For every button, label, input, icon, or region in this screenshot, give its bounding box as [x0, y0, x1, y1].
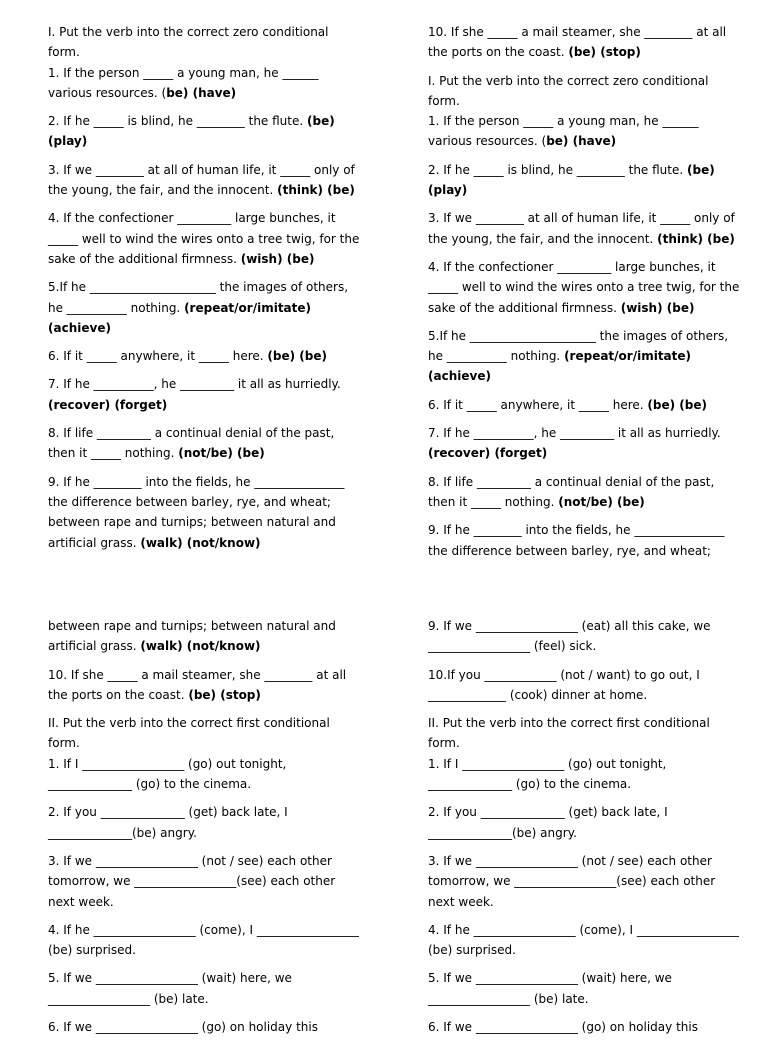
exercise-item [428, 111, 743, 152]
exercise-text: 3. If we ________ at all of human life, it _____ only of the young, the fair, and the innocent. [428, 211, 735, 246]
exercise-text: 2. If he _____ is blind, he ________ the flute. [48, 114, 308, 129]
exercise-text: 5.If he _____________________ the images of others, he __________ nothing. [48, 280, 349, 315]
exercise-item [428, 208, 743, 249]
exercise-item [48, 1017, 363, 1037]
verb-hint: (be) (stop) [568, 45, 641, 60]
exercise-text: 4. If the confectioner _________ large bunches, it _____ well to wind the wires onto a tree twig, for the sake of the additional firmness. [428, 259, 740, 315]
verb-hint: (be) (play) [428, 162, 715, 198]
exercise-text: 6. If it _____ anywhere, it _____ here. [48, 349, 268, 364]
exercise-text: 1. If the person _____ a young man, he ______ various resources. ( [428, 114, 699, 149]
exercise-text: 9. If we _________________ (eat) all this cake, we _________________ (feel) sick. [428, 619, 711, 654]
exercise-text: 8. If life _________ a continual denial of the past, then it _____ nothing. [48, 426, 335, 461]
worksheet-quadrant-bottom-left [48, 616, 363, 1045]
exercise-text: 6. If we _________________ (go) on holiday this [428, 1020, 698, 1035]
verb-hint: be) (have) [546, 134, 617, 149]
verb-hint: (not/be) (be) [558, 494, 645, 509]
exercise-text: 1. If I _________________ (go) out tonight, ______________ (go) to the cinema. [428, 756, 667, 792]
exercise-text: I. Put the verb into the correct zero conditional form. [428, 73, 709, 108]
exercise-paragraph [48, 616, 363, 657]
verb-hint: (be) (stop) [188, 687, 261, 702]
exercise-text: 1. If I _________________ (go) out tonight, ______________ (go) to the cinema. [48, 756, 287, 792]
exercise-text: 5. If we _________________ (wait) here, we _________________ (be) late. [428, 971, 672, 1006]
exercise-item [428, 326, 743, 387]
exercise-text: I. Put the verb into the correct zero conditional form. [48, 25, 329, 60]
exercise-item [428, 920, 743, 961]
exercise-text: 2. If you ______________ (get) back late, I ______________(be) angry. [48, 805, 288, 840]
worksheet-quadrant-bottom-right [428, 616, 743, 1045]
exercise-item [428, 160, 743, 201]
worksheet-quadrant-top-left [48, 22, 363, 561]
exercise-item [48, 346, 363, 366]
exercise-paragraph [48, 713, 363, 754]
exercise-item [428, 754, 743, 795]
exercise-item [48, 160, 363, 201]
exercise-item [48, 968, 363, 1009]
exercise-text: 1. If the person _____ a young man, he ______ various resources. ( [48, 65, 319, 100]
exercise-text: 3. If we _________________ (not / see) each other tomorrow, we _________________(see) each other next week. [48, 853, 336, 909]
exercise-item [48, 111, 363, 152]
exercise-text: 6. If it _____ anywhere, it _____ here. [428, 397, 648, 412]
verb-hint: (be) (play) [48, 114, 335, 149]
exercise-text: II. Put the verb into the correct first conditional form. [428, 716, 710, 751]
exercise-text: II. Put the verb into the correct first conditional form. [48, 716, 330, 751]
exercise-text: between rape and turnips; between natural and artificial grass. [48, 619, 336, 654]
exercise-item [48, 277, 363, 338]
exercise-text: 3. If we _________________ (not / see) each other tomorrow, we _________________(see) each other next week. [428, 853, 716, 909]
exercise-item [428, 851, 743, 912]
verb-hint: (walk) (not/know) [140, 639, 261, 654]
exercise-text: 7. If he __________, he _________ it all as hurriedly. [48, 377, 341, 392]
exercise-item [48, 472, 363, 553]
verb-hint: (repeat/or/imitate) (achieve) [48, 300, 312, 335]
exercise-item [48, 802, 363, 843]
exercise-item [428, 802, 743, 843]
verb-hint: (not/be) (be) [178, 446, 265, 461]
exercise-paragraph [428, 713, 743, 754]
exercise-paragraph [428, 616, 743, 657]
exercise-text: 7. If he __________, he _________ it all as hurriedly. [428, 426, 721, 441]
verb-hint: (recover) (forget) [428, 446, 548, 461]
exercise-text: 4. If the confectioner _________ large bunches, it _____ well to wind the wires onto a tree twig, for the sake of the additional firmness. [48, 211, 360, 266]
exercise-item [428, 257, 743, 318]
exercise-text: 5. If we _________________ (wait) here, we _________________ (be) late. [48, 971, 292, 1006]
exercise-text: 9. If he ________ into the fields, he _______________ the difference between barley, rye, and wheat; between rape and turnips; between natural and artificial grass. [48, 474, 345, 550]
exercise-text: 4. If he _________________ (come), I _________________ (be) surprised. [48, 922, 359, 958]
exercise-paragraph [428, 71, 743, 112]
exercise-text: 8. If life _________ a continual denial of the past, then it _____ nothing. [428, 474, 715, 509]
exercise-text: 10. If she _____ a mail steamer, she ________ at all the ports on the coast. [428, 25, 727, 60]
exercise-item [48, 423, 363, 464]
verb-hint: (be) (be) [267, 349, 327, 364]
exercise-item [48, 374, 363, 415]
exercise-item [48, 208, 363, 269]
exercise-item [48, 63, 363, 104]
exercise-item [428, 1017, 743, 1037]
verb-hint: (think) (be) [277, 183, 355, 198]
exercise-item [428, 472, 743, 513]
exercise-text: 3. If we ________ at all of human life, it _____ only of the young, the fair, and the innocent. [48, 162, 355, 198]
exercise-item [428, 520, 743, 561]
exercise-item [428, 968, 743, 1009]
exercise-item [48, 754, 363, 795]
exercise-text: 6. If we _________________ (go) on holiday this [48, 1020, 318, 1035]
exercise-text: 2. If he _____ is blind, he ________ the flute. [428, 162, 688, 177]
verb-hint: (walk) (not/know) [140, 535, 261, 550]
exercise-item [48, 665, 363, 706]
exercise-text: 9. If he ________ into the fields, he _______________ the difference between barley, rye, and wheat; [428, 523, 725, 558]
verb-hint: (repeat/or/imitate) (achieve) [428, 349, 692, 384]
verb-hint: (recover) (forget) [48, 397, 168, 412]
exercise-paragraph [48, 22, 363, 63]
exercise-item [48, 920, 363, 961]
verb-hint: (wish) (be) [240, 251, 315, 266]
verb-hint: be) (have) [166, 85, 237, 100]
exercise-paragraph [428, 22, 743, 63]
exercise-text: 10. If she _____ a mail steamer, she ________ at all the ports on the coast. [48, 667, 347, 702]
worksheet-quadrant-top-right [428, 22, 743, 569]
verb-hint: (wish) (be) [620, 300, 695, 315]
exercise-item [428, 395, 743, 415]
exercise-text: 2. If you ______________ (get) back late, I ______________(be) angry. [428, 805, 668, 840]
exercise-item [428, 423, 743, 464]
verb-hint: (be) (be) [647, 397, 707, 412]
exercise-text: 4. If he _________________ (come), I _________________ (be) surprised. [428, 922, 739, 958]
exercise-text: 5.If he _____________________ the images of others, he __________ nothing. [428, 328, 729, 364]
verb-hint: (think) (be) [657, 231, 735, 246]
exercise-item [48, 851, 363, 912]
exercise-text: 10.If you ____________ (not / want) to go out, I _____________ (cook) dinner at home. [428, 667, 700, 702]
exercise-item [428, 665, 743, 706]
